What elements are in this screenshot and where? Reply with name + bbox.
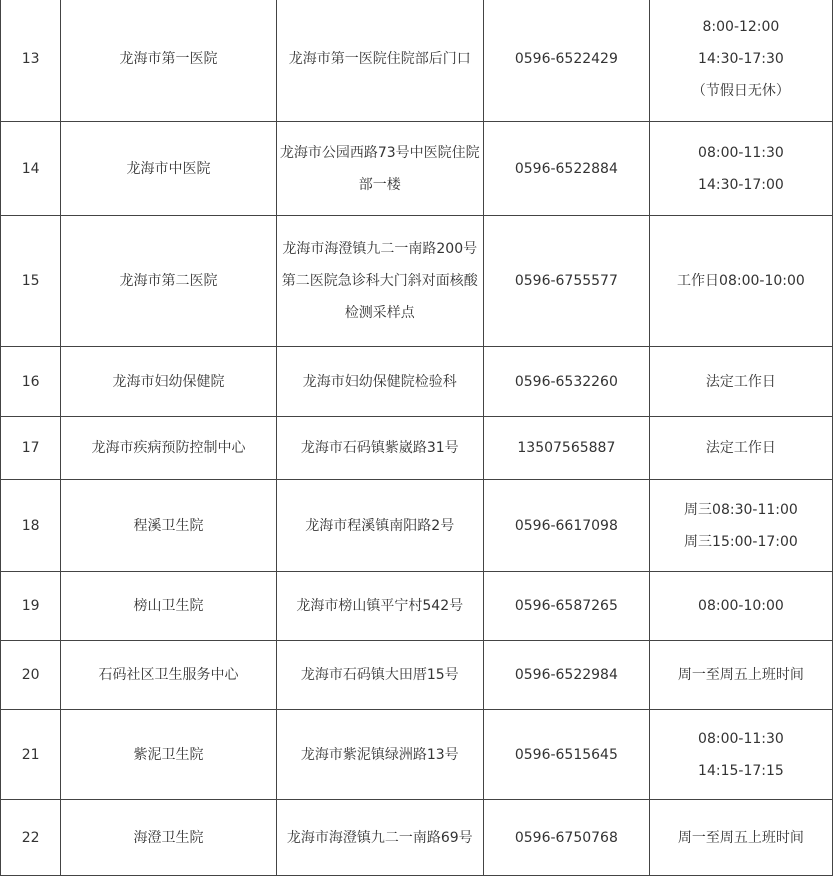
site-name: 榜山卫生院 [61, 572, 276, 641]
row-number: 20 [1, 641, 61, 710]
site-address: 龙海市榜山镇平宁村542号 [276, 572, 483, 641]
table-row [1, 347, 833, 417]
site-name: 龙海市第一医院 [61, 0, 276, 122]
site-phone: 0596-6522429 [483, 0, 649, 122]
row-number: 17 [1, 417, 61, 480]
site-hours: 法定工作日 [649, 347, 832, 417]
site-name: 龙海市疾病预防控制中心 [61, 417, 276, 480]
site-name: 程溪卫生院 [61, 480, 276, 572]
table-row [1, 710, 833, 800]
row-number: 15 [1, 216, 61, 347]
row-number: 21 [1, 710, 61, 800]
table-row [1, 800, 833, 876]
site-hours: 08:00-10:00 [649, 572, 832, 641]
site-phone: 0596-6522884 [483, 122, 649, 216]
site-phone: 0596-6617098 [483, 480, 649, 572]
site-phone: 0596-6532260 [483, 347, 649, 417]
table-row [1, 122, 833, 216]
row-number: 22 [1, 800, 61, 876]
site-hours: 周一至周五上班时间 [649, 641, 832, 710]
site-phone: 0596-6587265 [483, 572, 649, 641]
row-number: 13 [1, 0, 61, 122]
site-name: 龙海市妇幼保健院 [61, 347, 276, 417]
site-address: 龙海市石码镇大田厝15号 [276, 641, 483, 710]
row-number: 16 [1, 347, 61, 417]
row-number: 19 [1, 572, 61, 641]
site-address: 龙海市第一医院住院部后门口 [276, 0, 483, 122]
site-phone: 0596-6750768 [483, 800, 649, 876]
site-hours: 法定工作日 [649, 417, 832, 480]
site-hours: 周一至周五上班时间 [649, 800, 832, 876]
row-number: 14 [1, 122, 61, 216]
table-row [1, 417, 833, 480]
site-hours: 08:00-11:30 14:15-17:15 [649, 710, 832, 800]
site-address: 龙海市公园西路73号中医院住院 部一楼 [276, 122, 483, 216]
site-address: 龙海市海澄镇九二一南路200号 第二医院急诊科大门斜对面核酸 检测采样点 [276, 216, 483, 347]
site-phone: 13507565887 [483, 417, 649, 480]
site-address: 龙海市妇幼保健院检验科 [276, 347, 483, 417]
table-row [1, 480, 833, 572]
row-number: 18 [1, 480, 61, 572]
site-name: 石码社区卫生服务中心 [61, 641, 276, 710]
site-address: 龙海市紫泥镇绿洲路13号 [276, 710, 483, 800]
table-row [1, 572, 833, 641]
site-phone: 0596-6515645 [483, 710, 649, 800]
site-hours: 8:00-12:00 14:30-17:30 （节假日无休） [649, 0, 832, 122]
site-address: 龙海市海澄镇九二一南路69号 [276, 800, 483, 876]
site-address: 龙海市石码镇紫崴路31号 [276, 417, 483, 480]
table-row [1, 641, 833, 710]
site-hours: 08:00-11:30 14:30-17:00 [649, 122, 832, 216]
site-address: 龙海市程溪镇南阳路2号 [276, 480, 483, 572]
site-name: 龙海市中医院 [61, 122, 276, 216]
site-hours: 周三08:30-11:00 周三15:00-17:00 [649, 480, 832, 572]
site-phone: 0596-6755577 [483, 216, 649, 347]
site-phone: 0596-6522984 [483, 641, 649, 710]
site-name: 龙海市第二医院 [61, 216, 276, 347]
site-name: 紫泥卫生院 [61, 710, 276, 800]
site-hours: 工作日08:00-10:00 [649, 216, 832, 347]
table-row [1, 216, 833, 347]
table-row [1, 0, 833, 122]
site-name: 海澄卫生院 [61, 800, 276, 876]
